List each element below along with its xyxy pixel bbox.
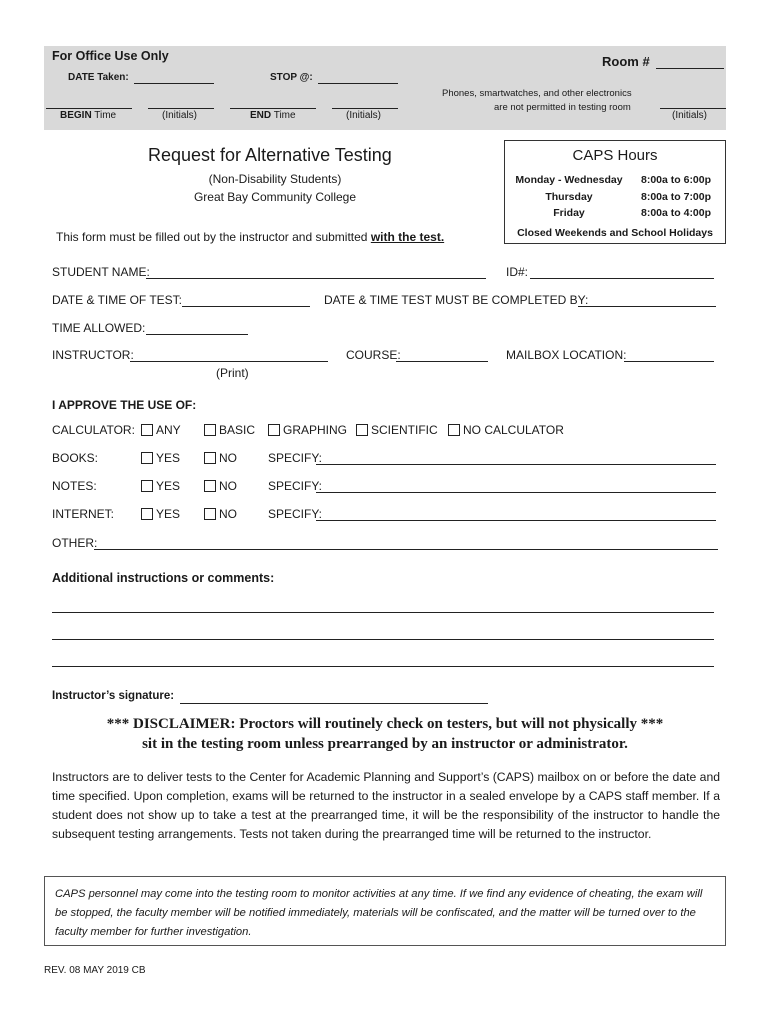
end-time-label — [250, 110, 296, 121]
caps-day-2: Thursday — [545, 191, 593, 203]
begin-time-label — [60, 110, 116, 121]
notes-yes-option[interactable] — [141, 479, 180, 493]
id-label: ID#: — [506, 265, 529, 279]
calc-scientific-checkbox[interactable] — [356, 424, 368, 436]
internet-no-text: NO — [219, 507, 237, 521]
office-use-box — [44, 46, 726, 130]
end-rest: Time — [271, 110, 296, 121]
student-name-label: STUDENT NAME: — [52, 265, 150, 279]
end-time-field[interactable] — [230, 108, 316, 109]
books-yes-checkbox[interactable] — [141, 452, 153, 464]
calc-basic-option[interactable] — [204, 423, 255, 437]
monitoring-note-text: CAPS personnel may come into the testing room to monitor activities at any time. If we find any evidence of cheating, the exam will be stopped, the faculty member will be notified immediately, materials will be confiscated, and the matter will be turned over to the faculty member for further investigation. — [55, 888, 703, 938]
internet-no-checkbox[interactable] — [204, 508, 216, 520]
form-subtitle-2: Great Bay Community College — [193, 190, 357, 204]
date-taken-field[interactable] — [134, 83, 214, 84]
books-yes-text: YES — [156, 451, 181, 465]
other-label: OTHER: — [52, 536, 98, 550]
internet-yes-option[interactable] — [141, 507, 180, 521]
begin-initials-field[interactable] — [148, 108, 214, 109]
books-specify-label: SPECIFY: — [268, 451, 323, 465]
books-specify-field[interactable] — [316, 464, 716, 465]
calc-any-text: ANY — [156, 423, 181, 437]
calc-graphing-option[interactable] — [268, 423, 347, 437]
comments-heading: Additional instructions or comments: — [52, 571, 275, 585]
internet-label: INTERNET: — [52, 507, 115, 521]
print-label: (Print) — [216, 366, 249, 380]
revision-label: REV. 08 MAY 2019 CB — [44, 965, 146, 976]
instruction-text: This form must be filled out by the instructor and submitted — [56, 230, 371, 244]
caps-day-3: Friday — [553, 207, 585, 219]
form-subtitle-1: (Non-Disability Students) — [208, 172, 342, 186]
date-time-complete-label: DATE & TIME TEST MUST BE COMPLETED BY: — [324, 293, 589, 307]
initials-label-1: (Initials) — [162, 110, 198, 121]
date-taken-text: DATE Taken: — [68, 72, 129, 83]
calc-graphing-checkbox[interactable] — [268, 424, 280, 436]
course-label: COURSE: — [346, 348, 401, 362]
calc-any-option[interactable] — [141, 423, 181, 437]
office-title: For Office Use Only — [52, 49, 169, 63]
end-bold: END — [250, 110, 272, 121]
caps-day-1: Monday - Wednesday — [515, 174, 623, 186]
books-no-option[interactable] — [204, 451, 237, 465]
caps-closed: Closed Weekends and School Holidays — [517, 227, 713, 239]
internet-no-option[interactable] — [204, 507, 237, 521]
room-initials-field[interactable] — [660, 108, 726, 109]
notes-no-text: NO — [219, 479, 237, 493]
notes-no-option[interactable] — [204, 479, 237, 493]
disclaimer-line-2: sit in the testing room unless prearranged by an instructor or administrator. — [142, 736, 628, 752]
instructor-field[interactable] — [130, 361, 328, 362]
phones-notice-1: Phones, smartwatches, and other electronics — [442, 88, 632, 99]
approve-heading: I APPROVE THE USE OF: — [52, 398, 197, 412]
time-allowed-field[interactable] — [146, 334, 248, 335]
initials-label-2: (Initials) — [346, 110, 382, 121]
instructions-paragraph: Instructors are to deliver tests to the Center for Academic Planning and Support’s (CAPS) mailbox on or before the date and time specified. Upon completion, exams will be returned to the instructor in a sealed envelope by a CAPS staff member. If a student does not show up to take a test at the prearranged time, it will be the responsibility of the instructor to handle the subsequent testing arrangements. Tests not taken during the prearranged time will be returned to the instructor. — [52, 770, 720, 841]
calc-none-option[interactable] — [448, 423, 564, 437]
internet-specify-label: SPECIFY: — [268, 507, 323, 521]
caps-hours-3: 8:00a to 4:00p — [641, 207, 712, 219]
books-yes-option[interactable] — [141, 451, 180, 465]
comments-line-2[interactable] — [52, 639, 714, 640]
books-label: BOOKS: — [52, 451, 99, 465]
calc-none-checkbox[interactable] — [448, 424, 460, 436]
mailbox-field[interactable] — [624, 361, 714, 362]
instructor-label: INSTRUCTOR: — [52, 348, 134, 362]
calc-scientific-option[interactable] — [356, 423, 438, 437]
calc-basic-text: BASIC — [219, 423, 256, 437]
calc-graphing-text: GRAPHING — [283, 423, 348, 437]
date-taken-label — [68, 72, 129, 83]
internet-specify-field[interactable] — [316, 520, 716, 521]
internet-yes-text: YES — [156, 507, 181, 521]
notes-label: NOTES: — [52, 479, 97, 493]
room-field[interactable] — [656, 68, 724, 69]
comments-line-1[interactable] — [52, 612, 714, 613]
caps-hours-1: 8:00a to 6:00p — [641, 174, 712, 186]
time-allowed-label: TIME ALLOWED: — [52, 321, 146, 335]
room-label: Room # — [602, 54, 650, 69]
calculator-label: CALCULATOR: — [52, 423, 135, 437]
calc-scientific-text: SCIENTIFIC — [371, 423, 438, 437]
date-time-complete-field[interactable] — [578, 306, 716, 307]
notes-no-checkbox[interactable] — [204, 480, 216, 492]
notes-specify-field[interactable] — [316, 492, 716, 493]
date-time-test-label: DATE & TIME OF TEST: — [52, 293, 183, 307]
caps-hours-2: 8:00a to 7:00p — [641, 191, 712, 203]
caps-hours-title: CAPS Hours — [572, 147, 658, 164]
calc-basic-checkbox[interactable] — [204, 424, 216, 436]
course-field[interactable] — [396, 361, 488, 362]
form-title: Request for Alternative Testing — [148, 145, 392, 165]
stop-label: STOP @: — [270, 72, 313, 83]
id-field[interactable] — [530, 278, 714, 279]
books-no-text: NO — [219, 451, 237, 465]
books-no-checkbox[interactable] — [204, 452, 216, 464]
other-field[interactable] — [94, 549, 718, 550]
student-name-field[interactable] — [146, 278, 486, 279]
phones-notice-2: are not permitted in testing room — [494, 102, 631, 113]
internet-yes-checkbox[interactable] — [141, 508, 153, 520]
signature-field[interactable] — [180, 703, 488, 704]
comments-line-3[interactable] — [52, 666, 714, 667]
stop-field[interactable] — [318, 83, 398, 84]
signature-label: Instructor’s signature: — [52, 690, 175, 702]
begin-bold: BEGIN — [60, 110, 92, 121]
instruction-emphasis: with the test. — [370, 230, 445, 244]
end-initials-field[interactable] — [332, 108, 398, 109]
notes-specify-label: SPECIFY: — [268, 479, 323, 493]
calc-none-text: NO CALCULATOR — [463, 423, 564, 437]
disclaimer-line-1: *** DISCLAIMER: Proctors will routinely check on testers, but will not physically *** — [106, 716, 664, 732]
caps-hours-box — [504, 140, 726, 244]
begin-time-field[interactable] — [46, 108, 132, 109]
initials-label-3: (Initials) — [672, 110, 708, 121]
notes-yes-text: YES — [156, 479, 181, 493]
date-time-test-field[interactable] — [182, 306, 310, 307]
begin-rest: Time — [91, 110, 117, 121]
form-instruction — [56, 230, 444, 244]
notes-yes-checkbox[interactable] — [141, 480, 153, 492]
mailbox-label: MAILBOX LOCATION: — [506, 348, 627, 362]
monitoring-note-box — [44, 876, 726, 946]
calc-any-checkbox[interactable] — [141, 424, 153, 436]
